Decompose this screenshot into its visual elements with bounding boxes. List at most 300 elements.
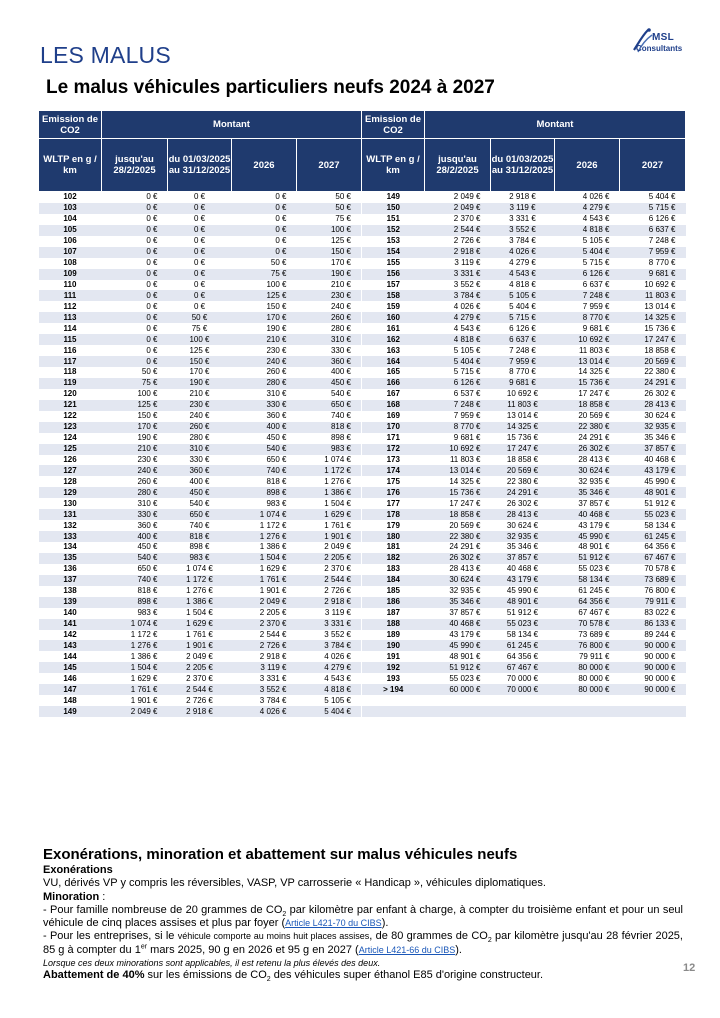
y2026-cell: 70 578 €	[555, 619, 620, 630]
emission-cell: 130	[39, 498, 102, 509]
y2026-cell: 10 692 €	[555, 334, 620, 345]
du-au-cell: 1 901 €	[168, 640, 232, 651]
y2026-cell: 5 105 €	[555, 236, 620, 247]
y2027-cell: 18 858 €	[620, 345, 686, 356]
y2026-cell: 80 000 €	[555, 673, 620, 684]
minoration-entreprises-text: - Pour les entreprises, si le	[43, 930, 178, 943]
jusquau-cell: 9 681 €	[425, 433, 491, 444]
y2027-cell: 1 901 €	[297, 531, 362, 542]
du-au-cell: 8 770 €	[491, 367, 555, 378]
header-emission-co2: Emission de CO2	[39, 111, 102, 139]
minoration-entreprises-end: ).	[455, 943, 462, 956]
y2026-cell: 4 818 €	[555, 225, 620, 236]
y2027-cell: 73 689 €	[620, 575, 686, 586]
jusquau-cell: 210 €	[102, 444, 168, 455]
y2027-cell: 1 276 €	[297, 476, 362, 487]
du-au-cell: 0 €	[168, 214, 232, 225]
y2026-cell: 4 026 €	[555, 192, 620, 203]
minoration-entreprises-text-4: mars 2025, 90 g en 2026 et 95 g en 2027 (	[147, 943, 359, 956]
jusquau-cell: 0 €	[102, 225, 168, 236]
y2026-cell: 1 901 €	[232, 586, 297, 597]
jusquau-cell: 10 692 €	[425, 444, 491, 455]
emission-cell: 122	[39, 411, 102, 422]
emission-cell: 151	[362, 214, 425, 225]
y2026-cell: 4 279 €	[555, 203, 620, 214]
minoration-famille	[43, 904, 683, 931]
jusquau-cell: 310 €	[102, 498, 168, 509]
du-au-cell: 45 990 €	[491, 586, 555, 597]
y2026-cell: 35 346 €	[555, 487, 620, 498]
table-row	[39, 597, 686, 608]
article-l421-70-link[interactable]: Article L421-70 du CIBS	[285, 918, 382, 929]
du-au-cell: 2 370 €	[168, 673, 232, 684]
emission-cell: 148	[39, 695, 102, 706]
y2027-cell: 1 504 €	[297, 498, 362, 509]
y2026-cell: 43 179 €	[555, 520, 620, 531]
du-au-cell: 0 €	[168, 269, 232, 280]
du-au-cell: 0 €	[168, 280, 232, 291]
y2026-cell: 0 €	[232, 225, 297, 236]
table-row	[39, 258, 686, 269]
y2026-cell: 48 901 €	[555, 542, 620, 553]
jusquau-cell: 1 386 €	[102, 651, 168, 662]
y2026-cell: 30 624 €	[555, 465, 620, 476]
du-au-cell: 50 €	[168, 312, 232, 323]
du-au-cell: 210 €	[168, 389, 232, 400]
du-au-cell: 818 €	[168, 531, 232, 542]
y2027-cell: 48 901 €	[620, 487, 686, 498]
minoration-famille-text-2: par kilomètre par enfant à charge, à compter du troisième enfant et pour un seul véhicule de cinq places assises et plus par foyer (	[43, 903, 683, 930]
du-au-cell: 5 404 €	[491, 301, 555, 312]
y2027-cell: 90 000 €	[620, 684, 686, 695]
emission-cell: 157	[362, 280, 425, 291]
emission-cell: 156	[362, 269, 425, 280]
emission-cell: 149	[362, 192, 425, 203]
du-au-cell: 2 918 €	[168, 706, 232, 717]
jusquau-cell: 48 901 €	[425, 651, 491, 662]
y2027-cell: 280 €	[297, 323, 362, 334]
table-row	[39, 520, 686, 531]
y2027-cell: 3 119 €	[297, 608, 362, 619]
emission-cell: 152	[362, 225, 425, 236]
jusquau-cell: 5 404 €	[425, 356, 491, 367]
table-row	[39, 400, 686, 411]
emission-cell: 131	[39, 509, 102, 520]
jusquau-cell: 170 €	[102, 422, 168, 433]
emission-cell: 183	[362, 564, 425, 575]
y2026-cell: 3 552 €	[232, 684, 297, 695]
y2026-cell: 79 911 €	[555, 651, 620, 662]
y2026-cell: 100 €	[232, 280, 297, 291]
y2027-cell: 90 000 €	[620, 673, 686, 684]
y2026-cell: 1 761 €	[232, 575, 297, 586]
du-au-cell: 14 325 €	[491, 422, 555, 433]
y2027-cell: 9 681 €	[620, 269, 686, 280]
du-au-cell: 3 119 €	[491, 203, 555, 214]
abattement-text: sur les émissions de CO	[144, 969, 267, 982]
minoration-colon: :	[99, 890, 106, 903]
y2027-cell: 61 245 €	[620, 531, 686, 542]
du-au-cell: 2 205 €	[168, 662, 232, 673]
emission-cell: 137	[39, 575, 102, 586]
y2027-cell: 67 467 €	[620, 553, 686, 564]
du-au-cell: 150 €	[168, 356, 232, 367]
y2027-cell: 1 629 €	[297, 509, 362, 520]
du-au-cell: 26 302 €	[491, 498, 555, 509]
emission-cell: 115	[39, 334, 102, 345]
jusquau-cell: 14 325 €	[425, 476, 491, 487]
header-jusquau: jusqu'au 28/2/2025	[102, 139, 168, 192]
y2027-cell: 2 726 €	[297, 586, 362, 597]
table-row	[39, 706, 686, 717]
jusquau-cell: 0 €	[102, 356, 168, 367]
y2027-cell: 4 543 €	[297, 673, 362, 684]
table-row	[39, 247, 686, 258]
y2027-cell: 90 000 €	[620, 651, 686, 662]
y2026-cell: 2 205 €	[232, 608, 297, 619]
y2027-cell: 8 770 €	[620, 258, 686, 269]
y2026-cell: 170 €	[232, 312, 297, 323]
du-au-cell: 7 248 €	[491, 345, 555, 356]
emission-cell: 119	[39, 378, 102, 389]
jusquau-cell: 1 172 €	[102, 630, 168, 641]
header-2026: 2026	[232, 139, 297, 192]
y2027-cell: 50 €	[297, 203, 362, 214]
jusquau-cell: 15 736 €	[425, 487, 491, 498]
emission-cell: 149	[39, 706, 102, 717]
du-au-cell: 28 413 €	[491, 509, 555, 520]
emission-cell: 150	[362, 203, 425, 214]
y2026-cell: 8 770 €	[555, 312, 620, 323]
y2027-cell: 90 000 €	[620, 662, 686, 673]
minoration-famille-text: - Pour famille nombreuse de 20 grammes de CO	[43, 903, 283, 916]
du-au-cell: 35 346 €	[491, 542, 555, 553]
y2027-cell: 2 049 €	[297, 542, 362, 553]
table-row	[39, 673, 686, 684]
y2026-cell: 0 €	[232, 192, 297, 203]
y2027-cell: 650 €	[297, 400, 362, 411]
du-au-cell: 20 569 €	[491, 465, 555, 476]
table-row	[39, 564, 686, 575]
y2027-cell: 11 803 €	[620, 290, 686, 301]
emission-cell: 180	[362, 531, 425, 542]
emission-cell: 143	[39, 640, 102, 651]
y2026-cell: 17 247 €	[555, 389, 620, 400]
header-montant: Montant	[102, 111, 362, 139]
y2027-cell: 26 302 €	[620, 389, 686, 400]
y2026-cell: 818 €	[232, 476, 297, 487]
table-row	[39, 586, 686, 597]
y2026-cell: 28 413 €	[555, 455, 620, 466]
du-au-cell: 230 €	[168, 400, 232, 411]
jusquau-cell: 45 990 €	[425, 640, 491, 651]
table-row	[39, 389, 686, 400]
y2027-cell: 450 €	[297, 378, 362, 389]
emission-cell: 190	[362, 640, 425, 651]
article-l421-66-link[interactable]: Article L421-66 du CIBS	[358, 944, 456, 955]
emission-cell: 188	[362, 619, 425, 630]
emission-cell: 181	[362, 542, 425, 553]
du-au-cell: 4 026 €	[491, 247, 555, 258]
emission-cell: 153	[362, 236, 425, 247]
jusquau-cell: 2 049 €	[102, 706, 168, 717]
jusquau-cell: 0 €	[102, 236, 168, 247]
emission-cell: 135	[39, 553, 102, 564]
y2027-cell: 13 014 €	[620, 301, 686, 312]
emission-cell: 159	[362, 301, 425, 312]
jusquau-cell: 28 413 €	[425, 564, 491, 575]
y2027-cell: 4 818 €	[297, 684, 362, 695]
y2026-cell: 55 023 €	[555, 564, 620, 575]
emission-cell: 104	[39, 214, 102, 225]
page-title: LES MALUS	[40, 42, 171, 68]
minoration-label: Minoration	[43, 890, 100, 903]
emission-cell: 127	[39, 465, 102, 476]
y2026-cell: 3 784 €	[232, 695, 297, 706]
emission-cell: 132	[39, 520, 102, 531]
jusquau-cell: 3 552 €	[425, 280, 491, 291]
y2026-cell: 2 544 €	[232, 630, 297, 641]
du-au-cell: 48 901 €	[491, 597, 555, 608]
y2026-cell: 6 126 €	[555, 269, 620, 280]
jusquau-cell: 35 346 €	[425, 597, 491, 608]
du-au-cell: 400 €	[168, 476, 232, 487]
y2027-cell: 3 552 €	[297, 630, 362, 641]
emission-cell: 162	[362, 334, 425, 345]
jusquau-cell: 0 €	[102, 214, 168, 225]
jusquau-cell: 0 €	[102, 323, 168, 334]
y2026-cell: 1 386 €	[232, 542, 297, 553]
y2026-cell: 740 €	[232, 465, 297, 476]
du-au-cell	[491, 695, 555, 706]
emission-cell: 138	[39, 586, 102, 597]
emission-cell: 133	[39, 531, 102, 542]
jusquau-cell: 50 €	[102, 367, 168, 378]
minoration-entreprises	[43, 930, 683, 957]
y2026-cell: 22 380 €	[555, 422, 620, 433]
y2027-cell: 28 413 €	[620, 400, 686, 411]
du-au-cell: 983 €	[168, 553, 232, 564]
y2027-cell: 818 €	[297, 422, 362, 433]
minoration-entreprises-day: 1	[134, 943, 141, 956]
emission-cell	[362, 695, 425, 706]
header-2027: 2027	[297, 139, 362, 192]
jusquau-cell: 230 €	[102, 455, 168, 466]
jusquau-cell: 0 €	[102, 269, 168, 280]
emission-cell: 111	[39, 290, 102, 301]
jusquau-cell: 11 803 €	[425, 455, 491, 466]
emission-cell: 141	[39, 619, 102, 630]
y2026-cell: 150 €	[232, 301, 297, 312]
y2026-cell: 310 €	[232, 389, 297, 400]
table-row	[39, 476, 686, 487]
emission-cell: 106	[39, 236, 102, 247]
emission-cell: 184	[362, 575, 425, 586]
table-row	[39, 487, 686, 498]
y2027-cell: 540 €	[297, 389, 362, 400]
y2026-cell: 18 858 €	[555, 400, 620, 411]
table-row	[39, 509, 686, 520]
logo-text-consultants: Consultants	[636, 44, 683, 53]
emission-cell: 193	[362, 673, 425, 684]
jusquau-cell: 2 049 €	[425, 192, 491, 203]
y2027-cell: 740 €	[297, 411, 362, 422]
y2027-cell: 1 386 €	[297, 487, 362, 498]
emission-cell: 144	[39, 651, 102, 662]
y2027-cell: 90 000 €	[620, 640, 686, 651]
y2026-cell: 0 €	[232, 247, 297, 258]
y2027-cell: 43 179 €	[620, 465, 686, 476]
du-au-cell: 64 356 €	[491, 651, 555, 662]
emission-cell: 136	[39, 564, 102, 575]
y2027-cell: 55 023 €	[620, 509, 686, 520]
y2027-cell: 210 €	[297, 280, 362, 291]
jusquau-cell: 3 119 €	[425, 258, 491, 269]
jusquau-cell: 6 537 €	[425, 389, 491, 400]
y2026-cell: 5 404 €	[555, 247, 620, 258]
jusquau-cell: 330 €	[102, 509, 168, 520]
table-row	[39, 378, 686, 389]
y2027-cell: 2 370 €	[297, 564, 362, 575]
du-au-cell: 67 467 €	[491, 662, 555, 673]
emission-cell: 116	[39, 345, 102, 356]
table-row	[39, 411, 686, 422]
emission-cell: 189	[362, 630, 425, 641]
table-row	[39, 301, 686, 312]
table-row	[39, 290, 686, 301]
y2027-cell: 37 857 €	[620, 444, 686, 455]
du-au-cell	[491, 706, 555, 717]
du-au-cell: 100 €	[168, 334, 232, 345]
y2026-cell: 1 074 €	[232, 509, 297, 520]
y2026-cell: 3 119 €	[232, 662, 297, 673]
emission-cell: 185	[362, 586, 425, 597]
table-row	[39, 345, 686, 356]
jusquau-cell: 0 €	[102, 290, 168, 301]
emission-cell: 177	[362, 498, 425, 509]
jusquau-cell: 0 €	[102, 301, 168, 312]
emission-cell: 117	[39, 356, 102, 367]
y2026-cell: 898 €	[232, 487, 297, 498]
y2027-cell: 4 279 €	[297, 662, 362, 673]
table-row	[39, 684, 686, 695]
du-au-cell: 13 014 €	[491, 411, 555, 422]
emission-cell: 118	[39, 367, 102, 378]
y2027-cell: 3 784 €	[297, 640, 362, 651]
y2026-cell: 67 467 €	[555, 608, 620, 619]
du-au-cell: 1 504 €	[168, 608, 232, 619]
emission-cell: 158	[362, 290, 425, 301]
minoration-entreprises-text-2: , de 80 grammes de CO	[369, 930, 488, 943]
du-au-cell: 75 €	[168, 323, 232, 334]
y2026-cell	[555, 706, 620, 717]
jusquau-cell: 13 014 €	[425, 465, 491, 476]
y2027-cell: 30 624 €	[620, 411, 686, 422]
emission-cell: 163	[362, 345, 425, 356]
jusquau-cell: 4 026 €	[425, 301, 491, 312]
du-au-cell: 310 €	[168, 444, 232, 455]
emission-cell: 107	[39, 247, 102, 258]
y2027-cell	[620, 706, 686, 717]
emission-cell: 102	[39, 192, 102, 203]
table-row	[39, 662, 686, 673]
emission-cell: 124	[39, 433, 102, 444]
jusquau-cell: 40 468 €	[425, 619, 491, 630]
emission-cell: 114	[39, 323, 102, 334]
y2027-cell: 76 800 €	[620, 586, 686, 597]
jusquau-cell: 3 784 €	[425, 290, 491, 301]
y2026-cell: 40 468 €	[555, 509, 620, 520]
y2026-cell: 50 €	[232, 258, 297, 269]
du-au-cell: 1 629 €	[168, 619, 232, 630]
y2027-cell: 1 172 €	[297, 465, 362, 476]
y2026-cell: 3 331 €	[232, 673, 297, 684]
table-row	[39, 651, 686, 662]
y2026-cell: 360 €	[232, 411, 297, 422]
du-au-cell: 330 €	[168, 455, 232, 466]
y2027-cell: 5 404 €	[297, 706, 362, 717]
y2027-cell: 125 €	[297, 236, 362, 247]
du-au-cell: 7 959 €	[491, 356, 555, 367]
emission-cell: 186	[362, 597, 425, 608]
du-au-cell: 1 386 €	[168, 597, 232, 608]
y2027-cell: 330 €	[297, 345, 362, 356]
jusquau-cell: 4 818 €	[425, 334, 491, 345]
y2026-cell: 14 325 €	[555, 367, 620, 378]
table-row	[39, 498, 686, 509]
y2027-cell: 5 404 €	[620, 192, 686, 203]
jusquau-cell: 22 380 €	[425, 531, 491, 542]
emission-cell: 121	[39, 400, 102, 411]
du-au-cell: 51 912 €	[491, 608, 555, 619]
emission-cell: 174	[362, 465, 425, 476]
y2027-cell: 10 692 €	[620, 280, 686, 291]
y2026-cell: 4 026 €	[232, 706, 297, 717]
jusquau-cell: 20 569 €	[425, 520, 491, 531]
y2027-cell: 2 918 €	[297, 597, 362, 608]
emission-cell: 169	[362, 411, 425, 422]
table-row	[39, 225, 686, 236]
y2026-cell: 61 245 €	[555, 586, 620, 597]
y2026-cell: 2 918 €	[232, 651, 297, 662]
y2027-cell: 360 €	[297, 356, 362, 367]
y2026-cell: 230 €	[232, 345, 297, 356]
jusquau-cell: 4 543 €	[425, 323, 491, 334]
jusquau-cell: 3 331 €	[425, 269, 491, 280]
emission-cell: 160	[362, 312, 425, 323]
y2027-cell: 64 356 €	[620, 542, 686, 553]
emission-cell: 142	[39, 630, 102, 641]
du-au-cell: 32 935 €	[491, 531, 555, 542]
y2027-cell: 40 468 €	[620, 455, 686, 466]
header-du-au: du 01/03/2025 au 31/12/2025	[168, 139, 232, 192]
jusquau-cell: 5 715 €	[425, 367, 491, 378]
exonerations-text: VU, dérivés VP y compris les réversibles, VASP, VP carrosserie « Handicap », véhicules diplomatiques.	[43, 877, 546, 890]
y2026-cell: 1 504 €	[232, 553, 297, 564]
emission-cell: 172	[362, 444, 425, 455]
emission-cell: 165	[362, 367, 425, 378]
emission-cell: 178	[362, 509, 425, 520]
header-montant: Montant	[425, 111, 686, 139]
emission-cell: 155	[362, 258, 425, 269]
jusquau-cell: 0 €	[102, 192, 168, 203]
jusquau-cell: 17 247 €	[425, 498, 491, 509]
emission-cell: 146	[39, 673, 102, 684]
jusquau-cell: 0 €	[102, 203, 168, 214]
y2027-cell: 1 074 €	[297, 455, 362, 466]
table-row	[39, 608, 686, 619]
emission-cell: 173	[362, 455, 425, 466]
